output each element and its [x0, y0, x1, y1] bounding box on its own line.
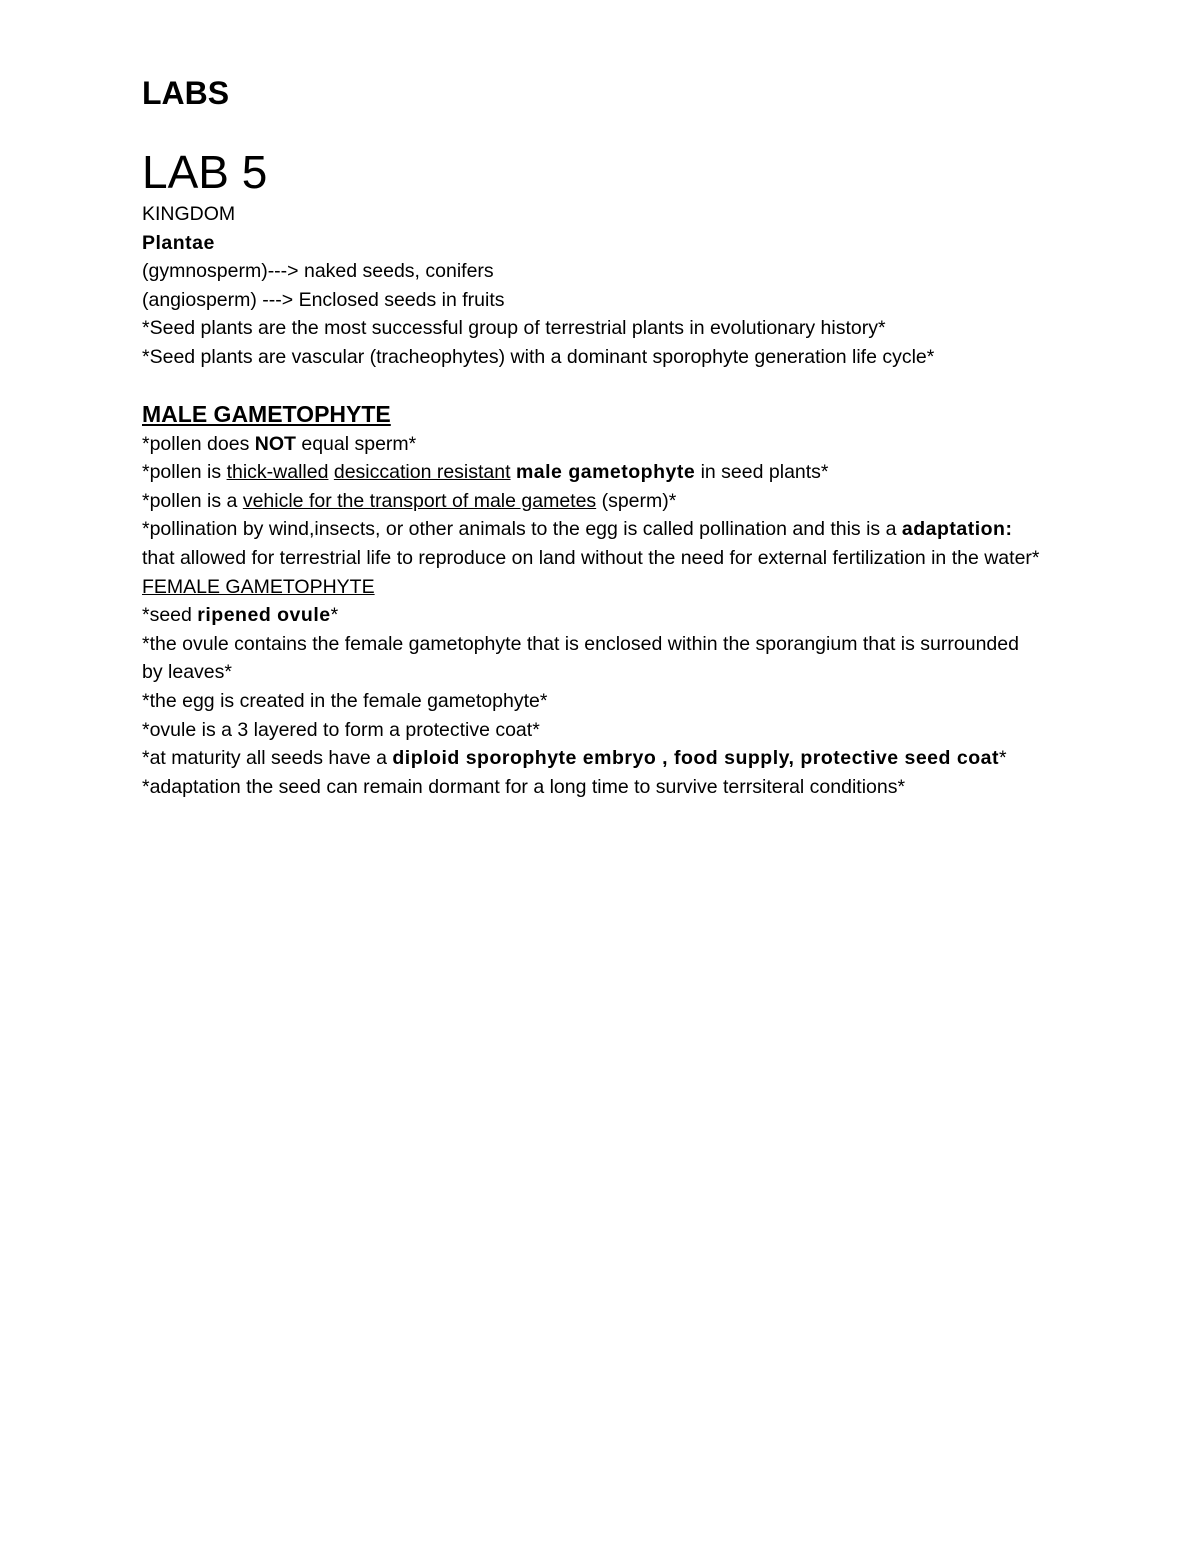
- text-span: *pollen is a: [142, 489, 243, 512]
- intro-line-seed-success: *Seed plants are the most successful group of terrestrial plants in evolutionary history*: [142, 317, 886, 340]
- female-line-5: [142, 744, 1042, 773]
- bold-span: NOT: [254, 432, 296, 455]
- lab-title: LAB 5: [142, 146, 268, 198]
- intro-line-gymnosperm: (gymnosperm)---> naked seeds, conifers: [142, 260, 494, 283]
- female-line-2: *the ovule contains the female gametophyte that is enclosed within the sporangium that is surrounded by leaves*: [142, 632, 1019, 684]
- female-line-4: *ovule is a 3 layered to form a protective coat*: [142, 718, 540, 741]
- female-line-1: [142, 601, 1042, 630]
- male-line-1: [142, 430, 1042, 459]
- female-line-3: *the egg is created in the female gametophyte*: [142, 689, 548, 712]
- bold-span: male gametophyte: [515, 461, 696, 484]
- male-line-2: [142, 458, 1042, 487]
- underlined-span: thick-walled: [226, 461, 329, 484]
- female-gametophyte-heading: FEMALE GAMETOPHYTE: [142, 575, 375, 598]
- bold-span: ripened ovule: [197, 604, 331, 627]
- text-span: *pollen is: [142, 461, 227, 484]
- doc-title: LABS: [142, 75, 230, 111]
- text-span: *seed: [142, 604, 198, 627]
- female-line-6: *adaptation the seed can remain dormant for a long time to survive terrsiteral conditions*: [142, 775, 906, 798]
- document-page: [142, 70, 1042, 801]
- text-span: equal sperm*: [295, 432, 417, 455]
- bold-span: diploid sporophyte embryo , food supply, protective seed coat: [392, 747, 999, 770]
- intro-line-angiosperm: (angiosperm) ---> Enclosed seeds in fruits: [142, 288, 505, 311]
- kingdom-name: Plantae: [142, 231, 215, 254]
- kingdom-label: KINGDOM: [142, 203, 236, 225]
- text-span: *: [330, 604, 339, 627]
- text-span: in seed plants*: [695, 461, 829, 484]
- text-span: *pollination by wind,insects, or other animals to the egg is called pollination and this is a: [142, 518, 902, 541]
- bold-span: adaptation:: [901, 518, 1013, 541]
- underlined-span: desiccation resistant: [333, 461, 511, 484]
- text-span: *pollen does: [142, 432, 255, 455]
- male-line-4: [142, 515, 1042, 572]
- text-span: *: [998, 747, 1007, 770]
- underlined-span: vehicle for the transport of male gametes: [242, 489, 597, 512]
- intro-line-seed-vascular: *Seed plants are vascular (tracheophytes) with a dominant sporophyte generation life cycle*: [142, 345, 935, 368]
- male-gametophyte-heading: MALE GAMETOPHYTE: [142, 400, 391, 427]
- section-gap: [142, 372, 1042, 398]
- text-span: *at maturity all seeds have a: [142, 747, 393, 770]
- text-span: (sperm)*: [596, 489, 677, 512]
- male-line-3: [142, 487, 1042, 516]
- text-span: that allowed for terrestrial life to reproduce on land without the need for external fertilization in the water*: [142, 546, 1040, 569]
